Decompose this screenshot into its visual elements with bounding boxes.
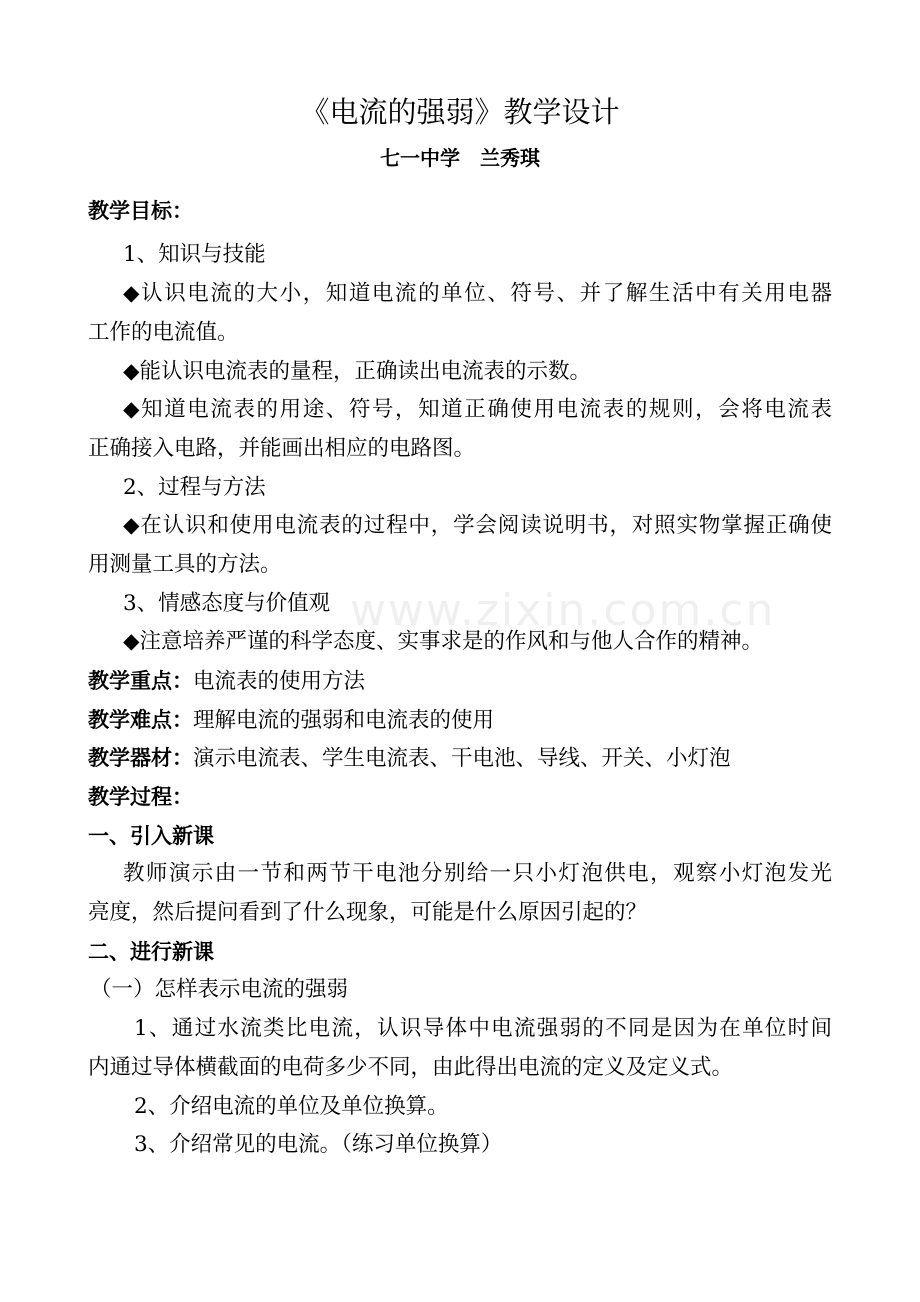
objective-1-bullet-3-line-1: ◆知道电流表的用途、符号，知道正确使用电流表的规则，会将电流表 [123, 397, 832, 422]
objective-2-heading: 2、过程与方法 [123, 475, 266, 500]
process-heading: 教学过程： [88, 785, 193, 809]
key-point-row [88, 666, 832, 697]
objective-1-bullet-1-line-1: ◆认识电流的大小，知道电流的单位、符号、并了解生活中有关用电器 [123, 281, 832, 306]
section-2-heading: 二、进行新课 [88, 940, 214, 964]
objective-2-bullet-1-line-1: ◆在认识和使用电流表的过程中，学会阅读说明书，对照实物掌握正确使 [123, 513, 832, 538]
objective-3-heading: 3、情感态度与价值观 [123, 591, 331, 616]
objective-1-bullet-3-line-2: 正确接入电路，并能画出相应的电路图。 [88, 436, 476, 461]
author-line: 七一中学 兰秀琪 [380, 146, 540, 170]
objective-2-bullet-1-line-2: 用测量工具的方法。 [88, 552, 282, 577]
section-1-heading: 一、引入新课 [88, 824, 214, 848]
document-title: 《电流的强弱》教学设计 [300, 95, 620, 129]
difficulty-text: 理解电流的强弱和电流表的使用 [193, 708, 495, 733]
equipment-text: 演示电流表、学生电流表、干电池、导线、开关、小灯泡 [193, 746, 731, 771]
section-1-line-2: 亮度，然后提问看到了什么现象，可能是什么原因引起的？ [88, 900, 648, 925]
equipment-row [88, 743, 832, 774]
equipment-label: 教学器材： [88, 746, 193, 770]
section-2-para-1-line-2: 内通过导体横截面的电荷多少不同，由此得出电流的定义及定义式。 [88, 1055, 734, 1080]
objective-1-bullet-1-line-2: 工作的电流值。 [88, 320, 239, 345]
difficulty-label: 教学难点： [88, 708, 193, 732]
objectives-heading: 教学目标： [88, 199, 193, 223]
section-2-subheading: （一）怎样表示电流的强弱 [90, 977, 349, 1002]
objective-3-bullet-1: ◆注意培养严谨的科学态度、实事求是的作风和与他人合作的精神。 [123, 629, 764, 654]
key-point-text: 电流表的使用方法 [193, 669, 366, 694]
objective-1-bullet-2: ◆能认识电流表的量程，正确读出电流表的示数。 [123, 359, 592, 384]
watermark: www.zixin.com.cn [350, 585, 776, 636]
section-1-line-1: 教师演示由一节和两节干电池分别给一只小灯泡供电，观察小灯泡发光 [123, 861, 832, 886]
section-2-para-1-line-1: 1、通过水流类比电流，认识导体中电流强弱的不同是因为在单位时间 [134, 1016, 832, 1041]
objective-1-heading: 1、知识与技能 [123, 242, 266, 267]
section-2-para-2: 2、介绍电流的单位及单位换算。 [134, 1094, 449, 1119]
key-point-label: 教学重点： [88, 669, 193, 693]
section-2-para-3: 3、介绍常见的电流。（练习单位换算） [134, 1132, 503, 1157]
difficulty-row [88, 705, 832, 736]
